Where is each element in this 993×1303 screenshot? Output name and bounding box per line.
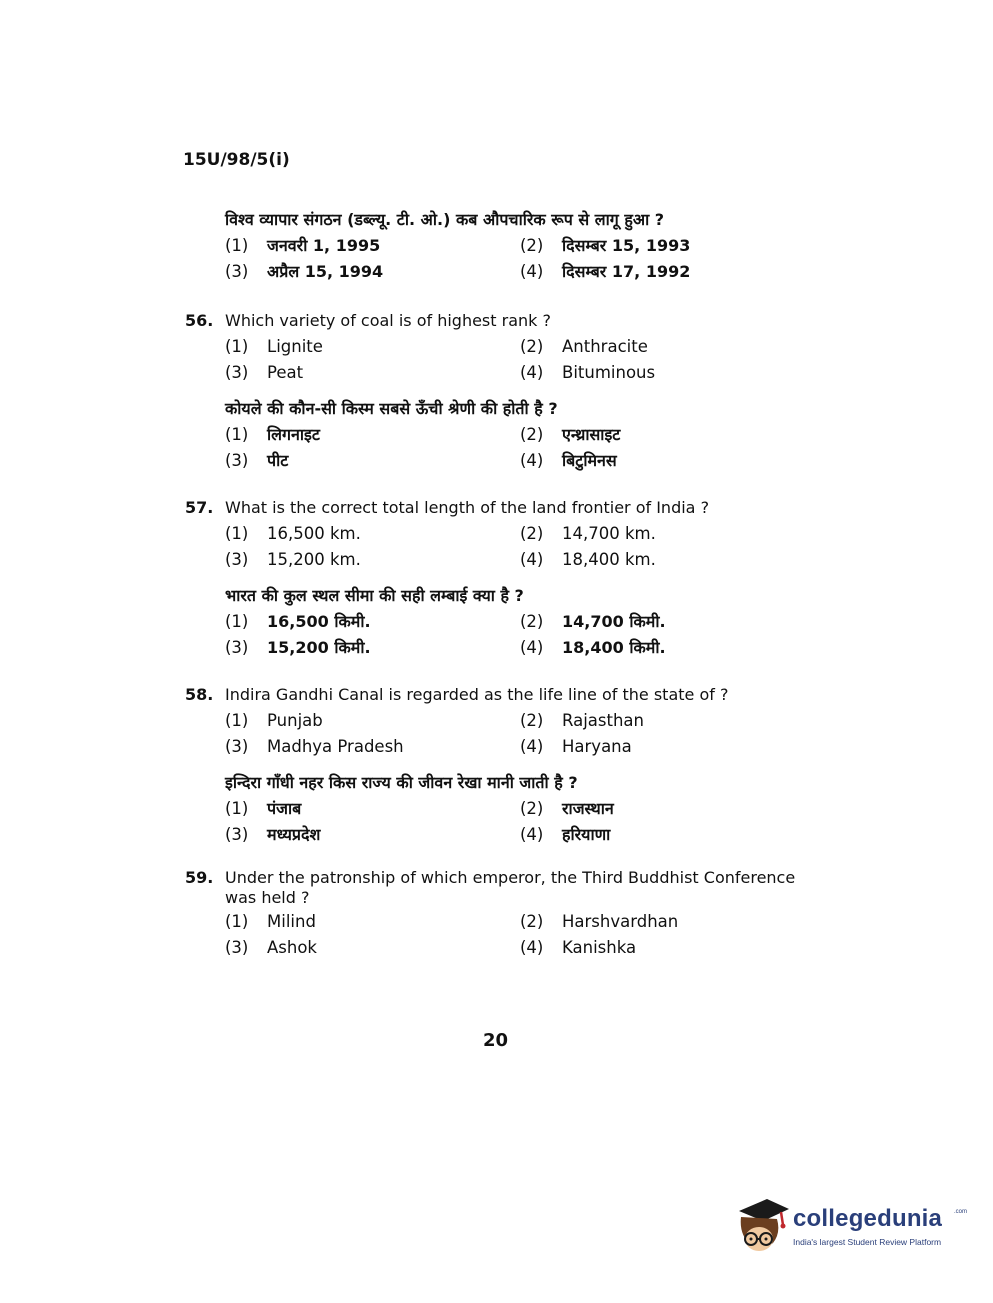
option-4-hindi: (4) 18,400 किमी.	[520, 638, 666, 657]
option-2-hindi: (2) राजस्थान	[520, 799, 614, 818]
option-4: (4) Bituminous	[520, 363, 656, 382]
option-3: (3) Ashok	[225, 938, 317, 957]
question-number: 57.	[185, 498, 214, 517]
option-1: (1) Lignite	[225, 337, 323, 356]
option-3-hindi: (3) 15,200 किमी.	[225, 638, 371, 657]
question-58	[185, 683, 825, 849]
option-2: (2) Rajasthan	[520, 711, 645, 730]
option-2: (2) Anthracite	[520, 337, 648, 356]
logo-domain-suffix: .com	[954, 1209, 968, 1215]
option-3-hindi: (3) मध्यप्रदेश	[225, 825, 321, 844]
option-2-hindi: (2) एन्थ्रासाइट	[520, 425, 621, 444]
option-1-hindi: (1) पंजाब	[225, 799, 302, 818]
mascot-icon	[733, 1195, 791, 1257]
option-1: (1) 16,500 km.	[225, 524, 361, 543]
option-4: (4) Kanishka	[520, 938, 637, 957]
question-text: What is the correct total length of the land frontier of India ?	[225, 498, 710, 517]
question-text-hindi: विश्व व्यापार संगठन (डब्ल्यू. टी. ओ.) कब औपचारिक रूप से लागू हुआ ?	[225, 210, 665, 229]
question-57	[185, 496, 825, 662]
option-3: (3) Peat	[225, 363, 304, 382]
logo-tagline: India's largest Student Review Platform	[793, 1237, 942, 1247]
option-4-hindi: (4) बिटुमिनस	[520, 451, 617, 470]
option-1: (1) Punjab	[225, 711, 323, 730]
logo-wordmark: collegedunia	[793, 1205, 943, 1232]
option-2: (2) Harshvardhan	[520, 912, 679, 931]
option-1-hindi: (1) लिगनाइट	[225, 425, 320, 444]
option-4: (4) Haryana	[520, 737, 632, 756]
option-1: (1) Milind	[225, 912, 316, 931]
option-2: (2) दिसम्बर 15, 1993	[520, 236, 691, 255]
option-2-hindi: (2) 14,700 किमी.	[520, 612, 666, 631]
question-number: 58.	[185, 685, 214, 704]
question-number: 56.	[185, 311, 214, 330]
question-text-hindi: कोयले की कौन-सी किस्म सबसे ऊँची श्रेणी की होती है ?	[225, 399, 558, 418]
question-text-hindi: भारत की कुल स्थल सीमा की सही लम्बाई क्या है ?	[225, 586, 524, 605]
option-4-hindi: (4) हरियाणा	[520, 825, 611, 844]
option-4: (4) 18,400 km.	[520, 550, 656, 569]
question-55-hindi	[185, 208, 825, 286]
question-text: Under the patronship of which emperor, the Third Buddhist Conference was held ?	[225, 868, 796, 907]
question-text-hindi: इन्दिरा गाँधी नहर किस राज्य की जीवन रेखा मानी जाती है ?	[225, 773, 578, 792]
option-1-hindi: (1) 16,500 किमी.	[225, 612, 371, 631]
question-text: Indira Gandhi Canal is regarded as the life line of the state of ?	[225, 685, 729, 704]
question-59	[185, 868, 825, 962]
question-text: Which variety of coal is of highest rank ?	[225, 311, 551, 330]
option-3: (3) Madhya Pradesh	[225, 737, 404, 756]
option-3: (3) 15,200 km.	[225, 550, 361, 569]
page-number: 20	[483, 1030, 509, 1051]
option-1: (1) जनवरी 1, 1995	[225, 236, 381, 255]
question-56	[185, 309, 825, 475]
option-2: (2) 14,700 km.	[520, 524, 656, 543]
paper-code: 15U/98/5(i)	[183, 150, 290, 170]
option-3: (3) अप्रैल 15, 1994	[225, 262, 384, 281]
option-4: (4) दिसम्बर 17, 1992	[520, 262, 691, 281]
option-3-hindi: (3) पीट	[225, 451, 289, 470]
collegedunia-logo	[733, 1195, 968, 1257]
question-number: 59.	[185, 868, 214, 887]
